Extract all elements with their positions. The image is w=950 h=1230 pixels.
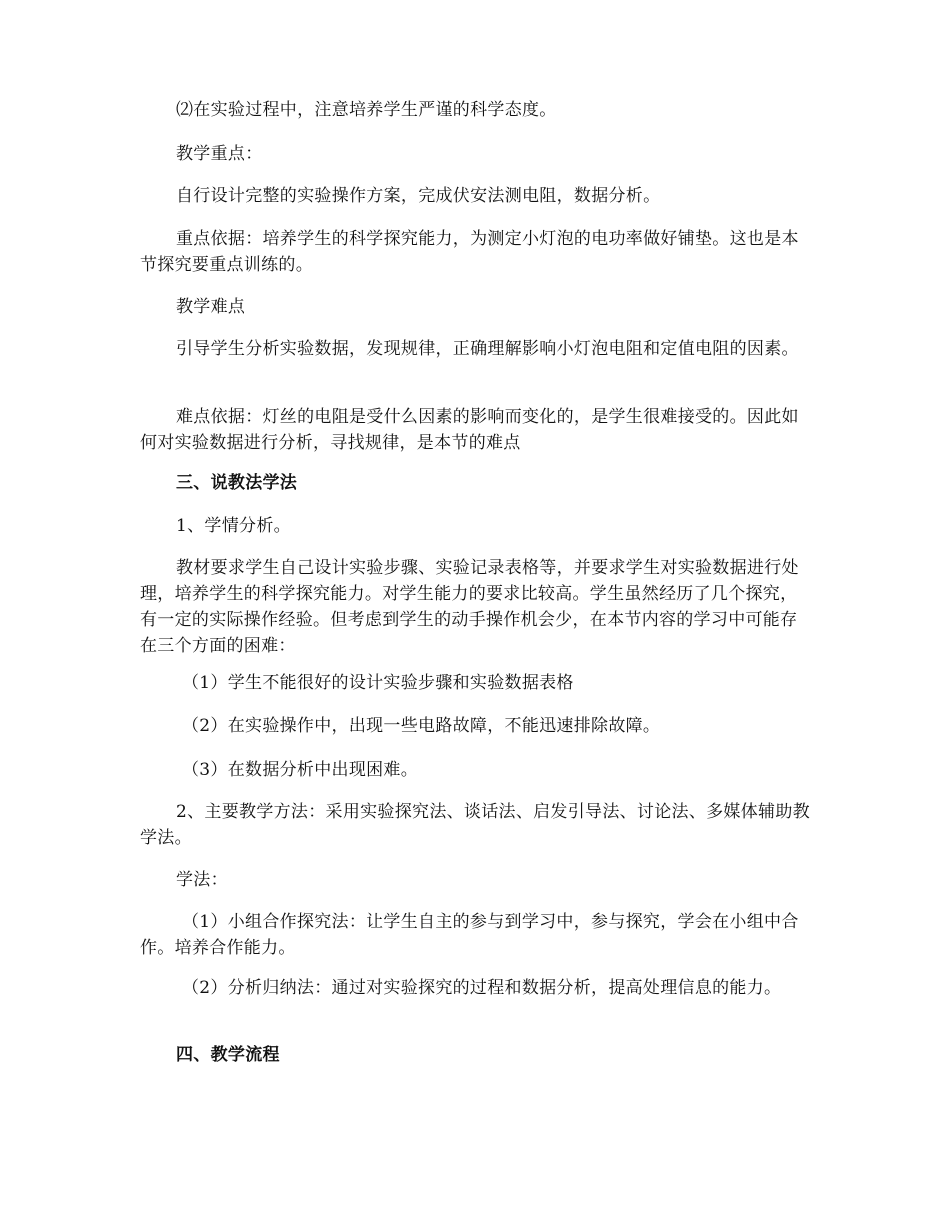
teaching-methods-paragraph: 2、主要教学方法：采用实验探究法、谈话法、启发引导法、讨论法、多媒体辅助教学法。	[140, 802, 810, 848]
difficulty-basis-paragraph: 难点依据：灯丝的电阻是受什么因素的影响而变化的，是学生很难接受的。因此如何对实验数据进行分析，寻找规律，是本节的难点	[140, 407, 799, 453]
difficulty-label: 教学难点	[176, 297, 246, 317]
learner-analysis-paragraph: 教材要求学生自己设计实验步骤、实验记录表格等，并要求学生对实验数据进行处理，培养学生的科学探究能力。对学生能力的要求比较高。学生虽然经历了几个探究，有一定的实际操作经验。但考虑到学生的动手操作机会少，在本节内容的学习中可能存在三个方面的困难：	[140, 558, 799, 656]
difficulty-item-1: （1）学生不能很好的设计实验步骤和实验数据表格	[182, 673, 574, 693]
section-heading-teaching-process: 四、教学流程	[176, 1045, 280, 1065]
difficulty-item-2: （2）在实验操作中，出现一些电路故障，不能迅速排除故障。	[182, 716, 661, 736]
key-point-basis-paragraph: 重点依据：培养学生的科学探究能力，为测定小灯泡的电功率做好铺垫。这也是本节探究要重点训练的。	[140, 229, 799, 275]
section-heading-teaching-methods: 三、说教法学法	[176, 473, 298, 493]
key-point-paragraph: 自行设计完整的实验操作方案，完成伏安法测电阻，数据分析。	[176, 186, 661, 206]
difficulty-item-3: （3）在数据分析中出现困难。	[182, 760, 419, 780]
learning-method-item-1: （1）小组合作探究法：让学生自主的参与到学习中，参与探究，学会在小组中合作。培养合作能力。	[140, 912, 799, 958]
learner-analysis-label: 1、学情分析。	[176, 516, 291, 536]
learning-method-item-2: （2）分析归纳法：通过对实验探究的过程和数据分析，提高处理信息的能力。	[182, 978, 782, 998]
objective-paragraph: ⑵在实验过程中，注意培养学生严谨的科学态度。	[176, 100, 557, 120]
learning-methods-label: 学法：	[176, 870, 228, 890]
key-point-label: 教学重点：	[176, 144, 263, 164]
difficulty-paragraph: 引导学生分析实验数据，发现规律，正确理解影响小灯泡电阻和定值电阻的因素。	[176, 339, 799, 359]
